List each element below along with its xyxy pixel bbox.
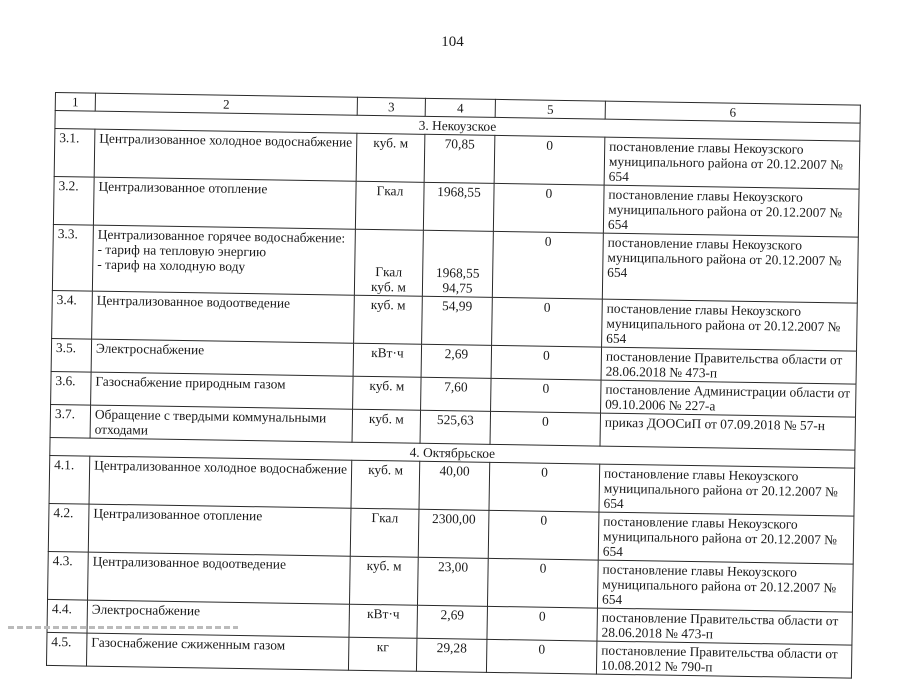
column-header: 3 [357, 97, 425, 116]
unit-cell: куб. м [356, 133, 425, 182]
service-name: Централизованное отопление [93, 177, 356, 229]
value-cell: 2,69 [421, 344, 492, 378]
row-number: 4.1. [49, 455, 90, 504]
row-number: 3.3. [52, 224, 93, 291]
row-number: 4.2. [48, 503, 89, 552]
unit-cell [354, 229, 423, 296]
column-header: 6 [605, 101, 860, 123]
row-number: 4.5. [46, 632, 87, 666]
unit-cell: кг [348, 637, 417, 671]
document-reference: постановление Правительства области от 28.06.2018 № 473-п [597, 608, 852, 645]
col5-cell: 0 [487, 558, 598, 608]
col5-cell: 0 [489, 462, 600, 512]
document-reference: приказ ДООСиП от 07.09.2018 № 57-н [600, 413, 855, 450]
document-reference: постановление Правительства области от 10.08.2012 № 790-п [596, 641, 851, 678]
service-subitem: - тариф на холодную воду [97, 256, 246, 275]
unit-cell: Гкал [355, 181, 424, 230]
row-number: 3.7. [50, 404, 91, 438]
value-cell: 7,60 [421, 377, 492, 411]
document-reference: постановление главы Некоузского муниципального района от 20.12.2007 № 654 [602, 299, 858, 351]
value-cell: 40,00 [419, 461, 490, 510]
service-name: Централизованное холодное водоснабжение [94, 129, 357, 181]
service-name: Газоснабжение природным газом [91, 372, 353, 409]
service-name: Централизованное водоотведение [88, 552, 351, 604]
table-row [52, 224, 858, 303]
page-number: 104 [441, 34, 464, 50]
col5-cell: 0 [488, 510, 599, 560]
service-subitem: - тариф на тепловую энергию [97, 241, 267, 260]
value-cell: 70,85 [424, 134, 495, 183]
section-title: 3. Некоузское [55, 111, 860, 142]
column-header: 2 [95, 93, 357, 115]
document-reference: постановление главы Некоузского муниципального района от 20.12.2007 № 654 [599, 464, 855, 516]
document-reference: постановление главы Некоузского муниципального района от 20.12.2007 № 654 [604, 137, 860, 189]
col5-cell: 0 [493, 183, 604, 233]
col5-cell: 0 [491, 378, 602, 413]
row-number: 3.2. [53, 176, 94, 225]
row-number: 4.3. [48, 551, 89, 600]
row-number: 4.4. [47, 599, 88, 633]
service-name: Централизованное отопление [88, 504, 351, 556]
service-name: Электроснабжение [91, 339, 353, 376]
column-header: 1 [55, 93, 95, 112]
unit-cell: куб. м [352, 409, 421, 443]
col5-cell: 0 [487, 606, 598, 641]
row-number: 3.6. [51, 371, 92, 405]
document-reference: постановление Администрации области от 09.10.2006 № 227-а [601, 380, 856, 417]
document-reference: постановление главы Некоузского муниципального района от 20.12.2007 № 654 [602, 233, 858, 303]
service-name: Обращение с твердыми коммунальными отходами [90, 405, 352, 442]
row-number: 3.1. [54, 129, 95, 178]
value-cell: 1968,55 [423, 182, 494, 231]
value-cell: 2300,00 [418, 509, 489, 558]
col5-cell: 0 [491, 345, 602, 380]
value-cell [422, 230, 493, 297]
tariff-table [46, 92, 861, 679]
row-number: 3.5. [51, 338, 92, 372]
column-header: 4 [425, 98, 495, 117]
unit-value: куб. м [370, 278, 407, 295]
unit-cell: кВт·ч [353, 343, 422, 377]
unit-cell: Гкал [350, 508, 419, 557]
section-title: 4. Октябрьское [50, 437, 855, 468]
document-reference: постановление Правительства области от 28.06.2018 № 473-п [601, 347, 856, 384]
document-reference: постановление главы Некоузского муниципального района от 20.12.2007 № 654 [598, 512, 854, 564]
service-name-compound [92, 225, 355, 295]
value-cell: 29,28 [416, 638, 487, 672]
service-name: Централизованное холодное водоснабжение [89, 456, 352, 508]
service-name: Централизованное горячее водоснабжение: [97, 226, 346, 246]
col5-cell: 0 [492, 297, 603, 347]
value-cell: 54,99 [422, 296, 493, 345]
value-cell: 525,63 [420, 410, 491, 444]
value-cell: 2,69 [417, 605, 488, 639]
unit-cell: куб. м [351, 460, 420, 509]
service-name: Электроснабжение [87, 600, 349, 637]
service-name: Газоснабжение сжиженным газом [86, 633, 348, 670]
col5-cell: 0 [486, 639, 597, 674]
unit-cell: куб. м [353, 376, 422, 410]
tariff-value: 1968,55 [435, 265, 480, 281]
unit-value: Гкал [375, 264, 403, 280]
document-reference: постановление главы Некоузского муниципального района от 20.12.2007 № 654 [603, 185, 859, 237]
column-header: 5 [495, 99, 605, 119]
col5-cell: 0 [492, 231, 603, 299]
tariff-value: 94,75 [442, 280, 473, 296]
unit-cell: куб. м [354, 295, 423, 344]
row-number: 3.4. [52, 290, 93, 339]
unit-cell: кВт·ч [349, 604, 418, 638]
value-cell: 23,00 [417, 557, 488, 606]
scan-footer-mark [8, 626, 238, 629]
document-body [46, 92, 860, 679]
col5-cell: 0 [490, 411, 601, 446]
service-name: Централизованное водоотведение [92, 291, 355, 343]
document-reference: постановление главы Некоузского муниципального района от 20.12.2007 № 654 [597, 560, 853, 612]
unit-cell: куб. м [349, 556, 418, 605]
col5-cell: 0 [494, 135, 605, 185]
